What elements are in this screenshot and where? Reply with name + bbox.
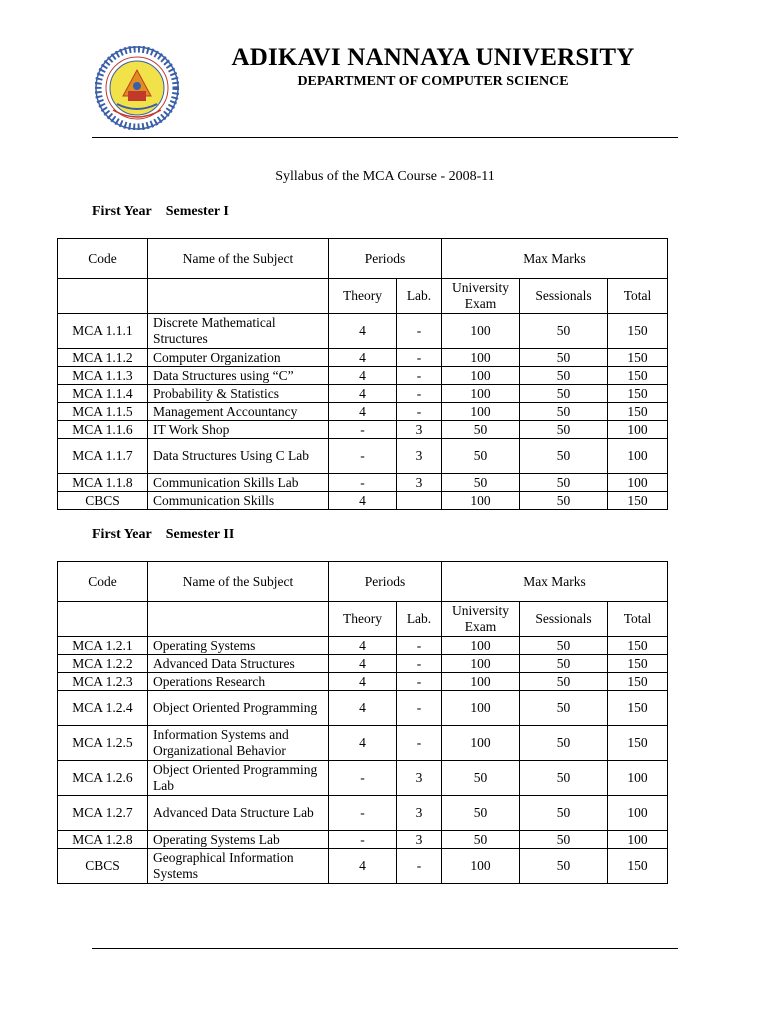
cell-code: MCA 1.1.8 xyxy=(58,474,148,492)
cell-exam: 100 xyxy=(442,637,520,655)
header-subject-name: Name of the Subject xyxy=(148,562,329,602)
header-periods: Periods xyxy=(329,562,442,602)
header-empty xyxy=(148,602,329,637)
cell-total: 150 xyxy=(608,403,668,421)
university-logo xyxy=(95,46,179,130)
cell-subject: Data Structures Using C Lab xyxy=(148,439,329,474)
cell-lab: 3 xyxy=(397,474,442,492)
cell-lab: 3 xyxy=(397,831,442,849)
table-row xyxy=(58,655,668,673)
table-row xyxy=(58,385,668,403)
header-code: Code xyxy=(58,562,148,602)
cell-subject: Management Accountancy xyxy=(148,403,329,421)
table-row xyxy=(58,726,668,761)
university-name: ADIKAVI NANNAYA UNIVERSITY xyxy=(231,44,635,71)
table-row xyxy=(58,849,668,884)
cell-theory: 4 xyxy=(329,314,397,349)
header-periods: Periods xyxy=(329,239,442,279)
cell-exam: 50 xyxy=(442,439,520,474)
cell-theory: 4 xyxy=(329,655,397,673)
cell-lab: - xyxy=(397,849,442,884)
cell-theory: - xyxy=(329,474,397,492)
cell-code: MCA 1.1.5 xyxy=(58,403,148,421)
cell-sessionals: 50 xyxy=(520,673,608,691)
table-row xyxy=(58,673,668,691)
header-divider xyxy=(92,137,678,138)
cell-exam: 100 xyxy=(442,403,520,421)
cell-theory: 4 xyxy=(329,403,397,421)
cell-exam: 100 xyxy=(442,349,520,367)
header-total: Total xyxy=(608,602,668,637)
year-label: First Year xyxy=(92,527,152,542)
cell-subject: Operating Systems Lab xyxy=(148,831,329,849)
cell-sessionals: 50 xyxy=(520,349,608,367)
table-row xyxy=(58,796,668,831)
cell-code: MCA 1.2.6 xyxy=(58,761,148,796)
cell-code: MCA 1.2.4 xyxy=(58,691,148,726)
cell-sessionals: 50 xyxy=(520,726,608,761)
cell-sessionals: 50 xyxy=(520,403,608,421)
cell-exam: 100 xyxy=(442,385,520,403)
cell-lab: - xyxy=(397,385,442,403)
cell-total: 100 xyxy=(608,474,668,492)
cell-exam: 50 xyxy=(442,474,520,492)
header-lab: Lab. xyxy=(397,602,442,637)
table-row xyxy=(58,367,668,385)
department-name: DEPARTMENT OF COMPUTER SCIENCE xyxy=(297,74,569,89)
cell-subject: Object Oriented Programming xyxy=(148,691,329,726)
semester-heading xyxy=(92,204,229,220)
cell-exam: 50 xyxy=(442,761,520,796)
header-total: Total xyxy=(608,279,668,314)
cell-total: 100 xyxy=(608,761,668,796)
cell-code: MCA 1.2.8 xyxy=(58,831,148,849)
cell-code: MCA 1.1.3 xyxy=(58,367,148,385)
cell-exam: 100 xyxy=(442,314,520,349)
syllabus-title: Syllabus of the MCA Course - 2008-11 xyxy=(275,169,495,184)
cell-code: MCA 1.1.6 xyxy=(58,421,148,439)
table-row xyxy=(58,761,668,796)
header-empty xyxy=(58,602,148,637)
cell-sessionals: 50 xyxy=(520,637,608,655)
cell-exam: 50 xyxy=(442,421,520,439)
cell-code: MCA 1.1.2 xyxy=(58,349,148,367)
cell-total: 100 xyxy=(608,439,668,474)
cell-sessionals: 50 xyxy=(520,474,608,492)
cell-theory: - xyxy=(329,796,397,831)
cell-total: 100 xyxy=(608,796,668,831)
semester-label: Semester II xyxy=(165,527,235,542)
cell-lab: - xyxy=(397,349,442,367)
cell-sessionals: 50 xyxy=(520,691,608,726)
cell-total: 150 xyxy=(608,637,668,655)
cell-total: 150 xyxy=(608,492,668,510)
cell-exam: 100 xyxy=(442,726,520,761)
cell-sessionals: 50 xyxy=(520,421,608,439)
cell-code: CBCS xyxy=(58,492,148,510)
cell-theory: - xyxy=(329,439,397,474)
cell-lab: 3 xyxy=(397,761,442,796)
cell-exam: 50 xyxy=(442,831,520,849)
cell-sessionals: 50 xyxy=(520,439,608,474)
cell-exam: 100 xyxy=(442,492,520,510)
cell-lab: 3 xyxy=(397,421,442,439)
cell-theory: 4 xyxy=(329,726,397,761)
cell-code: MCA 1.2.2 xyxy=(58,655,148,673)
header-sessionals: Sessionals xyxy=(520,279,608,314)
cell-theory: 4 xyxy=(329,492,397,510)
footer-divider xyxy=(92,948,678,949)
table-row xyxy=(58,439,668,474)
cell-lab: - xyxy=(397,726,442,761)
cell-total: 150 xyxy=(608,673,668,691)
cell-subject: Probability & Statistics xyxy=(148,385,329,403)
cell-lab: - xyxy=(397,367,442,385)
cell-exam: 100 xyxy=(442,849,520,884)
cell-lab xyxy=(397,492,442,510)
table-row xyxy=(58,314,668,349)
cell-code: MCA 1.1.1 xyxy=(58,314,148,349)
cell-code: MCA 1.1.7 xyxy=(58,439,148,474)
cell-sessionals: 50 xyxy=(520,655,608,673)
cell-theory: 4 xyxy=(329,367,397,385)
cell-subject: Geographical Information Systems xyxy=(148,849,329,884)
cell-sessionals: 50 xyxy=(520,831,608,849)
cell-theory: 4 xyxy=(329,849,397,884)
cell-theory: 4 xyxy=(329,637,397,655)
cell-total: 150 xyxy=(608,385,668,403)
cell-theory: 4 xyxy=(329,385,397,403)
cell-total: 150 xyxy=(608,314,668,349)
cell-sessionals: 50 xyxy=(520,367,608,385)
cell-theory: 4 xyxy=(329,349,397,367)
cell-theory: - xyxy=(329,761,397,796)
semester-1-table xyxy=(57,238,668,510)
cell-exam: 100 xyxy=(442,673,520,691)
cell-subject: Communication Skills Lab xyxy=(148,474,329,492)
cell-subject: Computer Organization xyxy=(148,349,329,367)
cell-theory: 4 xyxy=(329,673,397,691)
cell-subject: Advanced Data Structures xyxy=(148,655,329,673)
table-row xyxy=(58,637,668,655)
cell-sessionals: 50 xyxy=(520,492,608,510)
header-theory: Theory xyxy=(329,602,397,637)
header-university-exam: University Exam xyxy=(442,279,520,314)
cell-subject: Object Oriented Programming Lab xyxy=(148,761,329,796)
cell-lab: - xyxy=(397,691,442,726)
cell-theory: 4 xyxy=(329,691,397,726)
cell-total: 100 xyxy=(608,421,668,439)
cell-total: 150 xyxy=(608,367,668,385)
header-subject-name: Name of the Subject xyxy=(148,239,329,279)
cell-code: MCA 1.2.1 xyxy=(58,637,148,655)
semester-2-table xyxy=(57,561,668,884)
cell-sessionals: 50 xyxy=(520,796,608,831)
cell-exam: 100 xyxy=(442,691,520,726)
cell-subject: Data Structures using “C” xyxy=(148,367,329,385)
cell-subject: IT Work Shop xyxy=(148,421,329,439)
table-row xyxy=(58,691,668,726)
cell-total: 150 xyxy=(608,849,668,884)
table-row xyxy=(58,474,668,492)
cell-subject: Operations Research xyxy=(148,673,329,691)
header-code: Code xyxy=(58,239,148,279)
cell-code: CBCS xyxy=(58,849,148,884)
cell-code: MCA 1.2.5 xyxy=(58,726,148,761)
header-sessionals: Sessionals xyxy=(520,602,608,637)
cell-subject: Communication Skills xyxy=(148,492,329,510)
cell-total: 150 xyxy=(608,655,668,673)
semester-heading xyxy=(92,527,234,543)
cell-theory: - xyxy=(329,421,397,439)
cell-total: 100 xyxy=(608,831,668,849)
cell-exam: 100 xyxy=(442,367,520,385)
cell-sessionals: 50 xyxy=(520,849,608,884)
cell-lab: - xyxy=(397,403,442,421)
cell-code: MCA 1.2.7 xyxy=(58,796,148,831)
year-label: First Year xyxy=(92,204,152,219)
table-row xyxy=(58,421,668,439)
cell-code: MCA 1.2.3 xyxy=(58,673,148,691)
cell-lab: 3 xyxy=(397,796,442,831)
cell-sessionals: 50 xyxy=(520,761,608,796)
header-max-marks: Max Marks xyxy=(442,239,668,279)
cell-lab: - xyxy=(397,314,442,349)
cell-total: 150 xyxy=(608,349,668,367)
cell-subject: Information Systems and Organizational Behavior xyxy=(148,726,329,761)
header-empty xyxy=(58,279,148,314)
table-row xyxy=(58,403,668,421)
cell-lab: - xyxy=(397,637,442,655)
header-empty xyxy=(148,279,329,314)
semester-label: Semester I xyxy=(165,204,229,219)
cell-sessionals: 50 xyxy=(520,385,608,403)
table-row xyxy=(58,349,668,367)
table-row xyxy=(58,492,668,510)
header-max-marks: Max Marks xyxy=(442,562,668,602)
cell-theory: - xyxy=(329,831,397,849)
cell-total: 150 xyxy=(608,691,668,726)
header-lab: Lab. xyxy=(397,279,442,314)
cell-subject: Advanced Data Structure Lab xyxy=(148,796,329,831)
cell-lab: 3 xyxy=(397,439,442,474)
table-row xyxy=(58,831,668,849)
header-university-exam: University Exam xyxy=(442,602,520,637)
cell-sessionals: 50 xyxy=(520,314,608,349)
cell-exam: 100 xyxy=(442,655,520,673)
header-theory: Theory xyxy=(329,279,397,314)
cell-lab: - xyxy=(397,673,442,691)
cell-lab: - xyxy=(397,655,442,673)
cell-code: MCA 1.1.4 xyxy=(58,385,148,403)
cell-exam: 50 xyxy=(442,796,520,831)
cell-total: 150 xyxy=(608,726,668,761)
cell-subject: Discrete Mathematical Structures xyxy=(148,314,329,349)
cell-subject: Operating Systems xyxy=(148,637,329,655)
